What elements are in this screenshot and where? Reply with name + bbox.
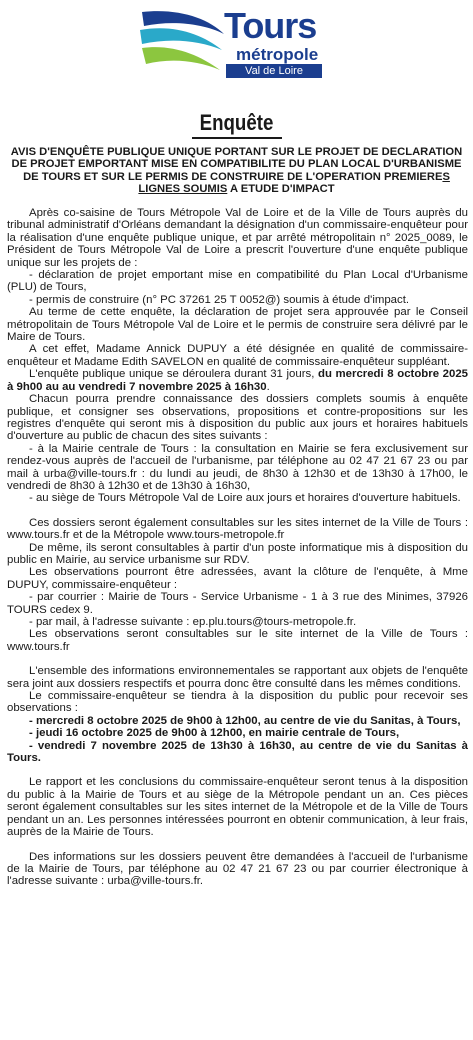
paragraph: Les observations seront consultables sur le site internet de la Ville de Tours : www.tours.fr [7, 628, 468, 653]
logo-swoosh-icon [138, 4, 228, 82]
enquiry-dates: du mercredi 8 octobre 2025 à 9h00 au au vendredi 7 novembre 2025 à 16h30 [7, 368, 469, 393]
logo-band: Val de Loire [226, 64, 322, 78]
list-item: - déclaration de projet emportant mise en compatibilité du Plan Local d'Urbanisme (PLU) de Tours, [7, 269, 468, 294]
paragraph: Après co-saisine de Tours Métropole Val de Loire et de la Ville de Tours auprès du tribunal administratif d'Orléans demandant la désignation d'un commissaire-enquêteur pour la réalisation d'une enquête publique unique, et par arrêté métropolitain n° 2025_0089, le Président de Tours Métropole Val de Loire a prescrit l'ouverture d'une enquête publique unique sur les projets de : [7, 207, 468, 269]
paragraph: Le commissaire-enquêteur se tiendra à la disposition du public pour recevoir ses observations : [7, 690, 468, 715]
list-item: - permis de construire (n° PC 37261 25 T 0052@) soumis à étude d'impact. [29, 293, 410, 306]
paragraph [7, 368, 468, 393]
paragraph: Le rapport et les conclusions du commissaire-enquêteur seront tenus à la disposition du public à la Mairie de Tours et au siège de la Métropole pendant un an. Ces pièces seront également consultables sur les sites internet de la Métropole et de la Ville de Tours pendant un an. Les personnes intéressées pourront en obtenir communication, à leur frais, auprès de la Mairie de Tours. [7, 776, 468, 839]
permanence-item [7, 740, 468, 765]
logo-subtitle: métropole [236, 45, 319, 64]
list-item: - au siège de Tours Métropole Val de Loire aux jours et horaires d'ouverture habituels. [29, 492, 461, 505]
permanence-item [7, 727, 468, 739]
spacer [7, 839, 468, 851]
list-item: - par courrier : Mairie de Tours - Service Urbanisme - 1 à 3 rue des Minimes, 37926 TOURS cedex 9. [7, 591, 468, 616]
paragraph: Chacun pourra prendre connaissance des dossiers complets soumis à enquête publique, et consigner ses observations, propositions et contre-propositions sur les registres d'enquête qui seront mis à disposition du public aux jours et horaires habituels d'ouverture au public de chacun des sites suivants : [7, 393, 468, 443]
title-underline [192, 137, 282, 139]
list-item: - par mail, à l'adresse suivante : ep.plu.tours@tours-metropole.fr. [29, 616, 357, 628]
spacer [7, 653, 468, 665]
notice-heading [6, 146, 467, 196]
spacer [7, 505, 468, 517]
list-item: - à la Mairie centrale de Tours : la consultation en Mairie se fera exclusivement sur rendez-vous auprès de l'accueil de l'urbanisme, par téléphone au 02 47 21 67 23 ou par mail à urba@ville-tours.fr : du lundi au jeudi, de 8h30 à 12h30 et de 13h30 à 17h00, le vendredi de 8h30 à 12h30 et de 13h30 à 16h30, [7, 442, 468, 492]
permanence-item [7, 715, 468, 727]
paragraph: De même, ils seront consultables à partir d'un poste informatique mis à disposition du public en Mairie, au service urbanisme sur RDV. [7, 541, 468, 566]
permanence-date: - vendredi 7 novembre 2025 de 13h30 à 16h30, au centre de vie du Sanitas à Tours. [7, 739, 468, 765]
duration-text: L'enquête publique unique se déroulera durant 31 jours, [29, 368, 318, 381]
paragraph: L'ensemble des informations environnementales se rapportant aux objets de l'enquête sera joint aux dossiers respectifs et pourra donc être consulté dans les mêmes conditions. [7, 665, 468, 690]
notice-body [7, 207, 468, 888]
paragraph: Des informations sur les dossiers peuvent être demandées à l'accueil de l'urbanisme de la Mairie de Tours, par téléphone au 02 47 21 67 23 ou par courrier électronique à l'adresse suivante : urba@ville-tours.fr. [7, 850, 468, 888]
page-title: Enquête [199, 110, 274, 135]
tours-metropole-logo [138, 4, 338, 82]
paragraph: A cet effet, Madame Annick DUPUY a été désignée en qualité de commissaire-enquêteur et Madame Edith SAVELON en qualité de commissaire-enquêteur suppléant. [7, 343, 468, 368]
heading-underlined: S LIGNES SOUMIS [138, 170, 450, 196]
period-text: . [266, 380, 270, 393]
paragraph: Les observations pourront être adressées, avant la clôture de l'enquête, à Mme DUPUY, commissaire-enquêteur : [7, 566, 468, 591]
spacer [7, 764, 468, 776]
logo-wordmark: Tours [224, 5, 317, 46]
paragraph: Ces dossiers seront également consultables sur les sites internet de la Ville de Tours : www.tours.fr et de la Métropole www.tours-metropole.fr [7, 516, 468, 542]
heading-part-2: A ETUDE D'IMPACT [227, 183, 335, 196]
permanence-date: - jeudi 16 octobre 2025 de 9h00 à 12h00, en mairie centrale de Tours, [29, 727, 400, 740]
heading-part-1: AVIS D'ENQUÊTE PUBLIQUE UNIQUE PORTANT SUR LE PROJET DE DECLARATION DE PROJET EMPORTANT MISE EN COMPATIBILITE DU PLAN LOCAL D'URBANISME DE TOURS ET SUR LE PERMIS DE CONSTRUIRE DE L'OPERATION PREMIERE [10, 146, 463, 183]
permanence-date: - mercredi 8 octobre 2025 de 9h00 à 12h00, au centre de vie du Sanitas, à Tours, [29, 714, 461, 727]
paragraph: Au terme de cette enquête, la déclaration de projet sera approuvée par le Conseil métropolitain de Tours Métropole Val de Loire et le permis de construire sera délivré par le Maire de Tours. [7, 306, 468, 344]
